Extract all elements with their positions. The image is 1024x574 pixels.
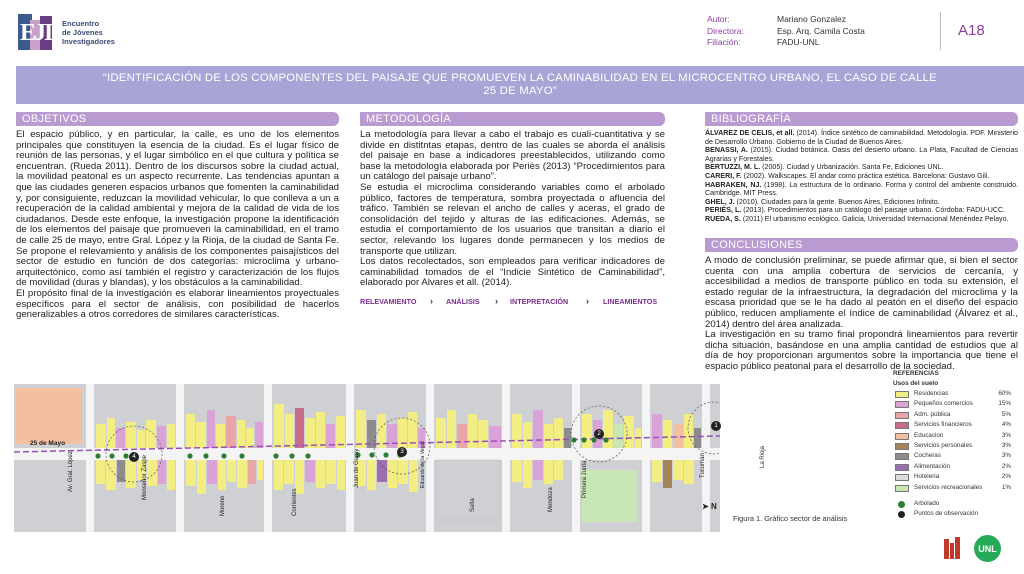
legend-item [893, 389, 1021, 399]
legend-item-name: Residencias [914, 390, 949, 397]
filiacion-value: FADU-UNL [777, 37, 820, 47]
legend-item-name: Educacion [914, 431, 944, 439]
chevron-right-icon: › [495, 296, 498, 306]
legend-item-name: Pequeños comercios [914, 400, 973, 408]
street-label: Av. Gral. López [68, 451, 74, 492]
unl-logo: UNL [974, 535, 1001, 562]
legend-item-percent: 60% [998, 390, 1011, 397]
legend-item-name: Cocheras [914, 452, 941, 460]
legend-item [893, 410, 1021, 420]
street-label: Mendoza [548, 487, 554, 512]
footer-logos [944, 535, 1001, 562]
fadu-logo [944, 537, 966, 561]
header [0, 0, 1024, 62]
legend-item [893, 472, 1021, 482]
legend-title: REFERENCIAS [893, 370, 939, 377]
tree-icon [898, 501, 905, 508]
legend-swatch [895, 443, 909, 450]
street-label: Corrientes [292, 488, 298, 516]
legend-item [893, 451, 1021, 461]
legend-swatch [895, 433, 909, 440]
street-label-25-de-mayo: 25 de Mayo [30, 440, 66, 447]
autor-value: Mariano Gonzalez [777, 14, 846, 24]
divider [940, 12, 941, 50]
flow-step: INTEPRETACIÓN [510, 297, 569, 306]
legend-item-name: Servicios personales [914, 441, 973, 449]
eji-logo-text: Encuentro de Jóvenes Investigadores [62, 18, 115, 46]
legend-item-name: Servicios financieros [914, 421, 972, 429]
north-arrow: ➤ N [702, 502, 717, 511]
legend-item [893, 420, 1021, 430]
legend-arbolado: Arbolado [893, 499, 1021, 509]
legend-item-percent: 2% [1001, 473, 1011, 481]
street-label: Moreno [220, 495, 226, 516]
green-block [582, 470, 638, 522]
street-label: Primera Junta [582, 460, 588, 498]
legend-swatch [895, 464, 909, 471]
legend-item-name: Servicios recreacionales [914, 483, 983, 491]
filiacion-label: Filiación: [707, 37, 741, 47]
site-map [14, 384, 766, 532]
objetivos-heading: OBJETIVOS [16, 112, 339, 126]
autor-label: Autor: [707, 14, 730, 24]
legend-item-name: Adm. pública [914, 410, 951, 418]
figure-caption: Figura 1. Gráfico sector de análisis [733, 514, 848, 523]
north-arrow-icon: ➤ [702, 502, 709, 511]
bib-entry: PERIÈS, L. (2013). Procedimientos para un catálogo del paisaje urbano. Córdoba: FADU-UCC. [705, 206, 1006, 215]
street-label: Tucumán [700, 453, 706, 478]
poster-code: A18 [958, 22, 985, 39]
poster-title: “IDENTIFICACIÓN DE LOS COMPONENTES DEL PAISAJE QUE PROMUEVEN LA CAMINABILIDAD EN EL MICROCENTRO URBANO, EL CASO DE CALLE 25 DE MAYO” [16, 66, 1024, 104]
bib-entry: BERTUZZI, M. L. (2005). Ciudad y Urbanización. Santa Fe, Ediciones UNL. [705, 163, 944, 172]
flow-step: RELEVAMIENTO [360, 297, 417, 306]
author-info [707, 14, 865, 49]
bibliografia-heading: BIBLIOGRAFÍA [705, 112, 1018, 126]
observation-point-icon [898, 511, 905, 518]
bib-entry: BENASSI, A. (2015). Ciudad botánica. Oasis del desierto urbano. La Plata, Facultad de Ciencias Agrarias y Forestales. [705, 146, 1019, 163]
legend-item-percent: 4% [1001, 421, 1011, 429]
legend-puntos: Puntos de observación [893, 509, 1021, 519]
legend-swatch [895, 412, 909, 419]
metodologia-text: La metodología para llevar a cabo el trabajo es cuali-cuantitativa y se divide en distitntas etapas, dentro de las cuales se aborda el análisis del paisaje en base a indicadores preestablecidos, utilizando como base la metodología elaborada por Periès (2013) “Procedimientos para un catálogo del paisaje urbano”. Se estudia el microclima considerando variables como el arbolado público, factores de temperatura, sombra proyectada o afluencia del tráfico. También se relevan el ancho de calles y aceras, el grado de consolidación del tejido y alturas de las edificaciones. Además, se estudia el comportamiento de los usuarios que transitan a diario el sector, relevando los lugares donde permanecen y los medios de transporte que utilizan. Los datos recolectados, son empleados para verificar indicadores de caminabilidad tomados de el “Indicie Sintético de Caminabilidad”, elaborado por Alvares et all. (2014). [360, 129, 665, 289]
bib-entry: GHEL, J. (2010). Ciudades para la gente. Buenos Aires, Ediciones Infinito. [705, 197, 940, 206]
site-map-graphic [14, 384, 720, 532]
street-25-de-mayo [14, 448, 720, 460]
legend-swatch [895, 401, 909, 408]
conclusiones-heading: CONCLUSIONES [705, 238, 1018, 252]
flow-step: ANÁLISIS [446, 297, 480, 306]
legend-item [893, 462, 1021, 472]
street-label: La Rioja [760, 445, 766, 468]
bib-entry: ÁLVAREZ DE CELIS, et all. (2014). Índice sintético de caminabilidad. Metodología. PDF. Ministerio de Desarrollo Urbano. Gobierno de la Ciudad de Buenos Aires. [705, 129, 1018, 146]
legend-subtitle: Usos del suelo [893, 380, 939, 387]
bib-entry: HABRAKEN, NJ. (1998). La estructura de lo ordinario. Forma y control del ambiente construido. Cambridge. MIT Press. [705, 180, 1018, 198]
legend-swatch [895, 474, 909, 481]
legend-item-percent: 3% [1001, 441, 1011, 449]
flow-step: LINEAMIENTOS [603, 297, 658, 306]
legend-swatch [895, 422, 909, 429]
observation-point-marker: 3 [397, 447, 407, 457]
legend-item-percent: 3% [1001, 452, 1011, 460]
observation-point-marker: 4 [129, 452, 139, 462]
bibliografia-list [705, 129, 1018, 224]
conclusiones-text: A modo de conclusión preliminar, se puede afirmar que, si bien el sector cuenta con una amplia cobertura de servicios de cercanía, y accesibilidad a medios de transporte público en toda su extensión, el estado regular de la infraestructura, la degradación del microclima y la escasa prioridad que se le ha dado al peatón en el diseño del espacio público, reducen ampliamente el índice de caminabilidad (Álvarez et al., 2014) dentro del área analizada. La investigación en su tramo final propondrá lineamientos para revertir dicha situación, basándose en una amplia cantidad de estudios que al día de hoy proporcionan argumentos sobre la importancia que tiene el espacio público peatonal para el desarrollo de la sociedad. [705, 255, 1018, 372]
eji-logo-mark: EJI [18, 14, 56, 50]
legend-swatch [895, 453, 909, 460]
observation-point-marker: 1 [711, 421, 721, 431]
objetivos-text: El espacio público, y en particular, la calle, es uno de los elementos principales que constituyen la esencia de la ciudad. Es el lugar físico de reunión de las personas, y el lugar simbólico en el que cultura y política se encuentran. (Rueda 2011). Dentro de los discursos sobre la ciudad actual, la movilidad peatonal es un aspecto recurrente. Las tendencias apuntan a que las ciudades generen espacios urbanos que fomenten la caminabilidad y, por consiguiente, reduzcan la movilidad vehicular, lo que conlleva a un a recuperación de la calidad ambiental y mejora de la calidad de vida de los ciudadanos. Desde este enfoque, la investigación propone la identificación de los elementos del paisaje que promueven la caminabilidad, en el tramo de calle 25 de mayo, entre Gral. López y la Rioja, de la ciudad de Santa Fe. Se propone el relevamiento y análisis de los componentes paisajísticos del sector de estudio en función de dos categorías: microclima y urbano-arquitectónico, como así también el registro y caracterización de los flujos de movilidad (duras y blandas), y los obstáculos a la caminabilidad. El propósito final de la investigación es elaborar lineamientos proyectuales específicos para el sector de análisis, con posibilidad de hacerlos generalizables a otros corredores de similares características. [16, 129, 339, 321]
street-label: Monseñor Zaspe [142, 454, 148, 500]
legend-swatch [895, 391, 909, 398]
legend-item-percent: 2% [1001, 462, 1011, 470]
observation-point-marker: 2 [594, 429, 604, 439]
legend-item-percent: 3% [1001, 431, 1011, 439]
legend-item-percent: 5% [1001, 410, 1011, 418]
legend-item-percent: 1% [1001, 483, 1011, 491]
legend-item [893, 399, 1021, 409]
legend-swatch [895, 485, 909, 492]
method-flow [360, 297, 665, 309]
legend-item-name: Alimentación [914, 462, 951, 470]
legend-item [893, 441, 1021, 451]
bib-entry: CARERI, F. (2002). Walkscapes. El andar como práctica estética. Barcelona: Gustavo Gili. [705, 171, 990, 180]
eji-logo [18, 14, 115, 50]
street-label: Juan de Garay [354, 448, 360, 488]
chevron-right-icon: › [430, 296, 433, 306]
street-label: Salta [470, 498, 476, 512]
street-label: Eduardo de la Vegal [420, 441, 426, 488]
map-legend [893, 370, 1021, 520]
legend-item-percent: 15% [998, 400, 1011, 408]
chevron-right-icon: › [586, 296, 589, 306]
legend-item [893, 483, 1021, 493]
legend-item-name: Hoteleria [914, 473, 940, 481]
directora-value: Esp. Arq. Camila Costa [777, 25, 865, 36]
bib-entry: RUEDA, S. (2011) El urbanismo ecológico. Galicia, Universidad Internacional Menéndez Pelayo. [705, 214, 1009, 223]
legend-item [893, 431, 1021, 441]
directora-label: Directora: [707, 25, 744, 36]
metodologia-heading: METODOLOGÍA [360, 112, 665, 126]
